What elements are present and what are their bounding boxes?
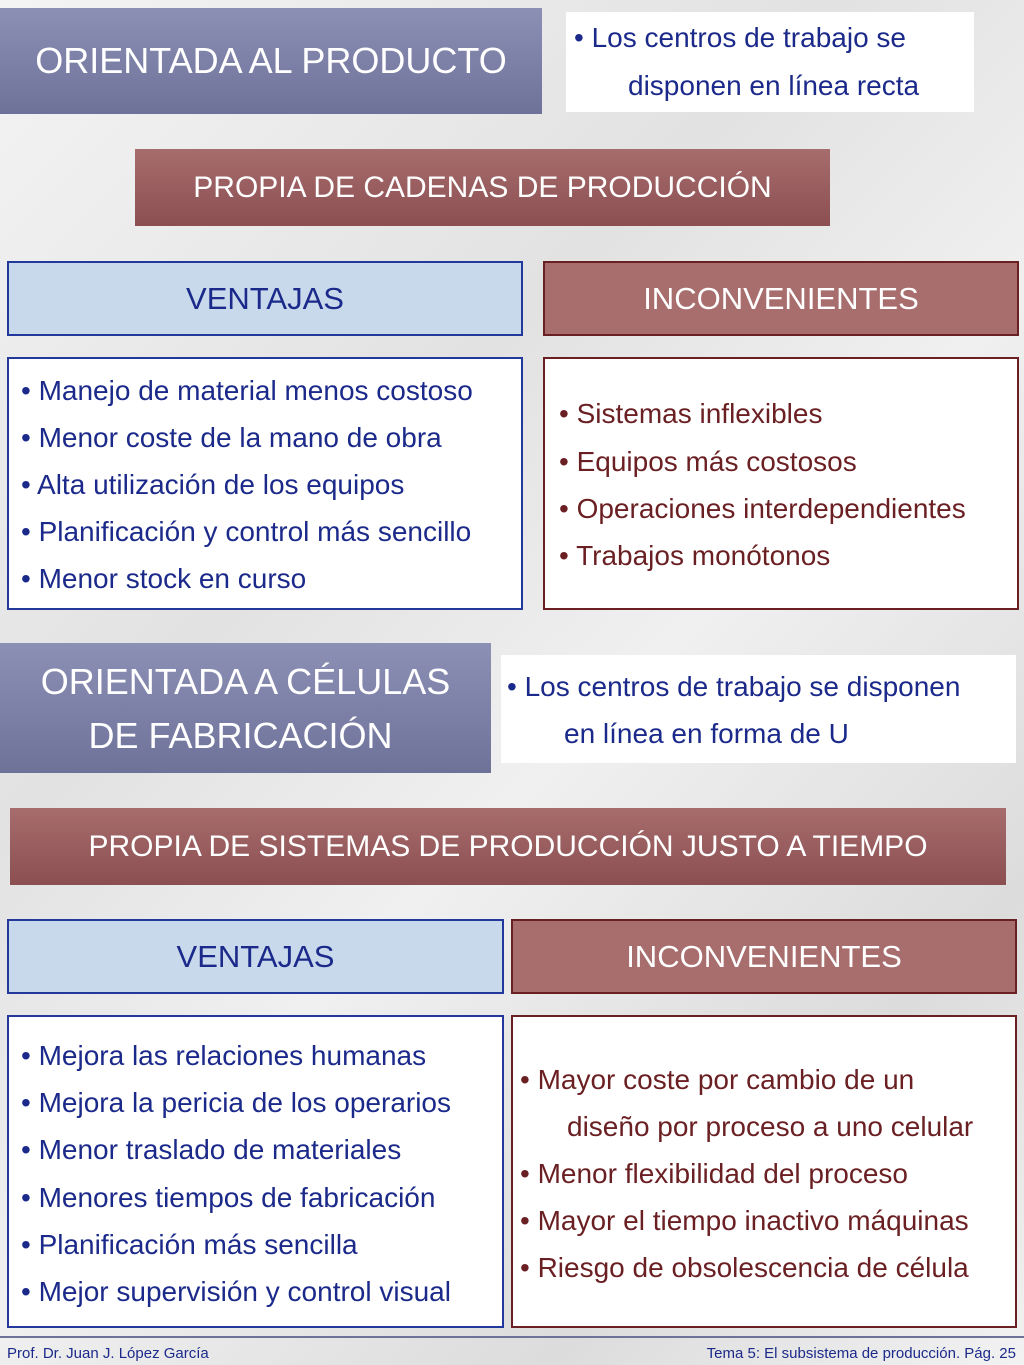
list-item: • Alta utilización de los equipos [21, 469, 405, 500]
product-oriented-title-text: ORIENTADA AL PRODUCTO [35, 40, 507, 81]
list-item: • Manejo de material menos costoso [21, 375, 473, 406]
list-item: • Equipos más costosos [559, 446, 857, 477]
list-item: • Planificación y control más sencillo [21, 516, 472, 547]
advantages-header-2-text: VENTAJAS [176, 938, 335, 974]
footer-author: Prof. Dr. Juan J. López García [7, 1345, 209, 1362]
cell-note-line-2: en línea en forma de U [564, 718, 849, 749]
list-item: • Mejora las relaciones humanas [21, 1040, 427, 1071]
jit-subtitle-text: PROPIA DE SISTEMAS DE PRODUCCIÓN JUSTO A TIEMPO [88, 829, 928, 863]
list-item: • Menor coste de la mano de obra [21, 422, 442, 453]
production-chain-subtitle-text: PROPIA DE CADENAS DE PRODUCCIÓN [193, 170, 772, 204]
list-item: • Mayor el tiempo inactivo máquinas [520, 1205, 969, 1236]
product-oriented-note [566, 12, 974, 112]
footer-divider [0, 1336, 1024, 1338]
disadvantages-header-2 [511, 919, 1017, 994]
advantages-header-2 [7, 919, 504, 994]
advantages-header-1-text: VENTAJAS [186, 280, 344, 316]
cell-title-line-1: ORIENTADA A CÉLULAS [40, 661, 451, 702]
product-oriented-title [0, 8, 542, 114]
list-item: • Trabajos monótonos [559, 540, 831, 571]
production-chain-subtitle [135, 149, 830, 226]
cell-title-line-2: DE FABRICACIÓN [88, 715, 393, 756]
footer-page-info: Tema 5: El subsistema de producción. Pág. 25 [706, 1345, 1016, 1362]
cell-oriented-title [0, 643, 491, 773]
disadvantages-header-1-text: INCONVENIENTES [643, 280, 919, 316]
disadvantages-list-2 [511, 1015, 1017, 1328]
list-item: • Menor flexibilidad del proceso [520, 1158, 909, 1189]
list-item: diseño por proceso a uno celular [567, 1111, 974, 1142]
product-note-line-2: disponen en línea recta [628, 70, 920, 101]
list-item: • Menor traslado de materiales [21, 1134, 402, 1165]
disadvantages-header-1 [543, 261, 1019, 336]
list-item: • Mejor supervisión y control visual [21, 1276, 451, 1307]
list-item: • Riesgo de obsolescencia de célula [520, 1252, 969, 1283]
list-item: • Menores tiempos de fabricación [21, 1182, 436, 1213]
advantages-list-2 [7, 1015, 504, 1328]
cell-note-line-1: • Los centros de trabajo se disponen [507, 671, 961, 702]
list-item: • Mejora la pericia de los operarios [21, 1087, 452, 1118]
advantages-header-1 [7, 261, 523, 336]
jit-subtitle [10, 808, 1006, 885]
list-item: • Operaciones interdependientes [559, 493, 966, 524]
list-item: • Mayor coste por cambio de un [520, 1064, 915, 1095]
disadvantages-list-1 [543, 357, 1019, 610]
list-item: • Sistemas inflexibles [559, 398, 823, 429]
list-item: • Planificación más sencilla [21, 1229, 358, 1260]
advantages-list-1 [7, 357, 523, 610]
disadvantages-header-2-text: INCONVENIENTES [626, 938, 902, 974]
cell-oriented-note [501, 655, 1016, 763]
list-item: • Menor stock en curso [21, 563, 307, 594]
product-note-line-1: • Los centros de trabajo se [574, 22, 906, 53]
